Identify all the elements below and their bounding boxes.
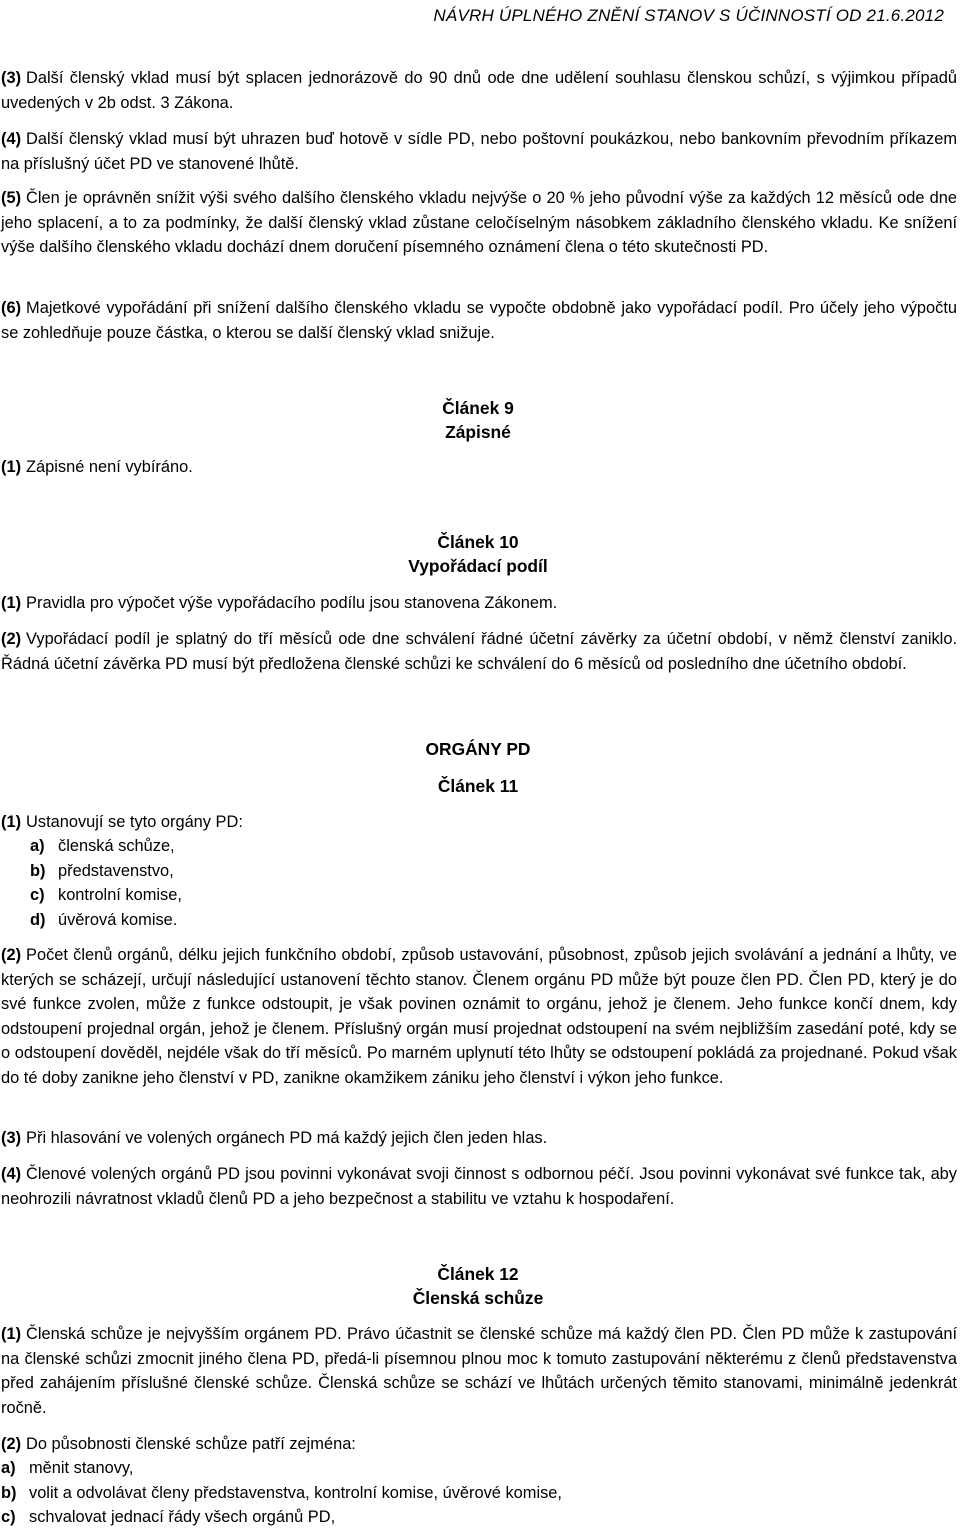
paragraph-12-2: [1, 1432, 957, 1457]
paragraph-10-1: [1, 591, 957, 616]
article-12-subheading: Členská schůze: [412, 1288, 544, 1308]
paragraph-number: (4): [1, 1165, 22, 1183]
paragraph-11-3: [1, 1126, 957, 1151]
paragraph-number: (1): [1, 813, 22, 831]
paragraph-8-4: [1, 127, 957, 176]
article-10-subheading: Vypořádací podíl: [408, 556, 548, 576]
paragraph-number: (4): [1, 130, 22, 148]
organs-section-heading: ORGÁNY PD: [425, 739, 531, 759]
paragraph-number: (2): [1, 630, 22, 648]
organs-list: [30, 834, 182, 932]
paragraph-text: Pravidla pro výpočet výše vypořádacího podílu jsou stanovena Zákonem.: [26, 594, 558, 612]
paragraph-9-1: [1, 455, 957, 480]
list-item: c) kontrolní komise,: [30, 886, 182, 904]
article-9-subheading: Zápisné: [445, 422, 511, 442]
paragraph-number: (6): [1, 299, 22, 317]
paragraph-number: (3): [1, 1129, 22, 1147]
paragraph-text: Majetkové vypořádání při snížení dalšího členského vkladu se vypočte obdobně jako vypořádací podíl. Pro účely jeho výpočtu se zohledňuje pouze částka, o kterou se další členský vklad snižuje.: [1, 299, 957, 342]
paragraph-text: Ustanovují se tyto orgány PD:: [26, 813, 243, 831]
list-item: a) měnit stanovy,: [1, 1459, 134, 1477]
paragraph-text: Další členský vklad musí být uhrazen buď hotově v sídle PD, nebo poštovní poukázkou, nebo bankovním převodním příkazem na příslušný účet PD ve stanovené lhůtě.: [1, 130, 957, 173]
paragraph-8-3: [1, 66, 957, 115]
powers-list: [1, 1456, 562, 1530]
paragraph-text: Do působnosti členské schůze patří zejména:: [26, 1435, 356, 1453]
paragraph-11-4: [1, 1162, 957, 1211]
paragraph-text: Členská schůze je nejvyšším orgánem PD. Právo účastnit se členské schůze má každý člen PD. Člen PD může k zastupování na členské schůzi zmocnit jiného člena PD, předá-li písemnou plnou moc k tomuto zastupování některému z členů představenstva před zahájením příslušné členské schůze. Členská schůze se schází ve lhůtách určených těmito stanovami, minimálně jedenkrát ročně.: [1, 1325, 957, 1417]
article-12-heading: Článek 12: [437, 1264, 519, 1284]
paragraph-11-1: [1, 810, 957, 835]
running-header: NÁVRH ÚPLNÉHO ZNĚNÍ STANOV S ÚČINNOSTÍ OD 21.6.2012: [433, 6, 944, 25]
article-9-heading: Článek 9: [442, 398, 514, 418]
paragraph-number: (1): [1, 458, 22, 476]
paragraph-text: Vypořádací podíl je splatný do tří měsíců ode dne schválení řádné účetní závěrky za účetní období, v němž členství zaniklo. Řádná účetní závěrka PD musí být předložena členské schůzi ke schválení do 6 měsíců od posledního dne účetního období.: [1, 630, 957, 673]
paragraph-number: (2): [1, 946, 22, 964]
list-item: b) představenstvo,: [30, 861, 174, 880]
paragraph-number: (1): [1, 1325, 22, 1343]
paragraph-number: (1): [1, 594, 22, 612]
paragraph-text: Při hlasování ve volených orgánech PD má každý jejich člen jeden hlas.: [26, 1129, 548, 1147]
paragraph-8-6: [1, 296, 957, 345]
list-item: a) členská schůze,: [30, 837, 175, 855]
list-item: d) úvěrová komise.: [30, 910, 178, 929]
paragraph-12-1: [1, 1322, 957, 1420]
paragraph-11-2: [1, 943, 957, 1090]
paragraph-text: Počet členů orgánů, délku jejich funkčního období, způsob ustavování, působnost, způsob jejich svolávání a jednání a lhůty, ve kterých se scházejí, určují následující ustanovení těchto stanov. Členem orgánu PD může být pouze člen PD. Člen PD, který je do své funkce zvolen, může z funkce odstoupit, je však povinen oznámit to orgánu, jehož je členem. Jeho funkce končí dnem, kdy odstoupení projednal orgán, jehož je členem. Příslušný orgán musí projednat odstoupení na svém nejbližším zasedání poté, kdy se o odstoupení dověděl, nejdéle však do tří měsíců. Po marném uplynutí této lhůty se odstoupení pokládá za projednané. Pokud však do té doby zanikne jeho členství v PD, zanikne okamžikem zániku jeho členství i výkon jeho funkce.: [1, 946, 957, 1087]
article-10-heading: Článek 10: [437, 532, 519, 552]
paragraph-number: (3): [1, 69, 22, 87]
paragraph-number: (2): [1, 1435, 22, 1453]
paragraph-10-2: [1, 627, 957, 676]
article-11-heading: Článek 11: [437, 776, 519, 796]
list-item: c) schvalovat jednací řády všech orgánů PD,: [1, 1508, 336, 1526]
paragraph-text: Členové volených orgánů PD jsou povinni vykonávat svoji činnost s odbornou péčí. Jsou povinni vykonávat své funkce tak, aby neohrozili návratnost vkladů členů PD a jeho bezpečnost a stabilitu ve vztahu k hospodaření.: [1, 1165, 957, 1208]
list-item: b) volit a odvolávat členy představenstva, kontrolní komise, úvěrové komise,: [1, 1483, 562, 1502]
paragraph-8-5: [1, 186, 957, 260]
paragraph-text: Zápisné není vybíráno.: [26, 458, 193, 476]
paragraph-text: Člen je oprávněn snížit výši svého dalšího členského vkladu nejvýše o 20 % jeho původní výše za každých 12 měsíců ode dne jeho splacení, a to za podmínky, že další členský vklad zůstane celočíselným násobkem základního členského vkladu. Ke snížení výše dalšího členského vkladu dochází dnem doručení písemného oznámení člena o této skutečnosti PD.: [1, 189, 957, 256]
paragraph-number: (5): [1, 189, 22, 207]
paragraph-text: Další členský vklad musí být splacen jednorázově do 90 dnů ode dne udělení souhlasu členskou schůzí, s výjimkou případů uvedených v 2b odst. 3 Zákona.: [1, 69, 957, 112]
